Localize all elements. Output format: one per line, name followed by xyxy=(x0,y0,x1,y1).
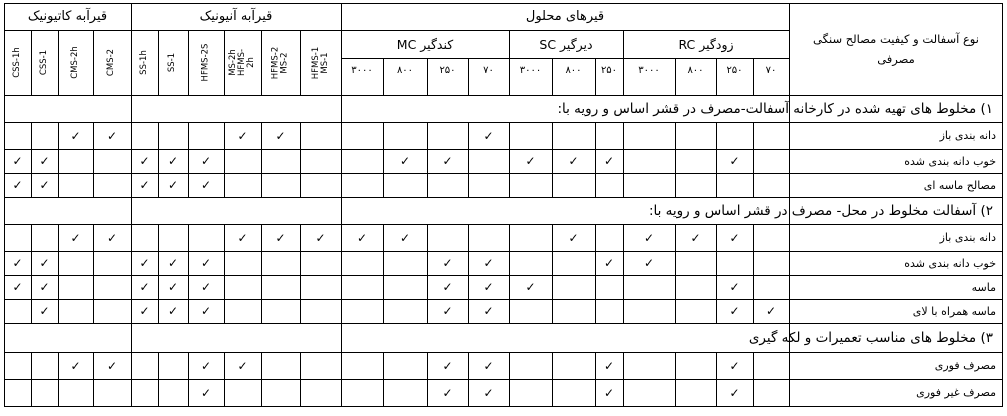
column-divider xyxy=(188,122,189,150)
check-mark: ✓ xyxy=(106,128,118,143)
table-border-top xyxy=(4,3,1003,4)
check-mark: ✓ xyxy=(442,304,453,318)
check-mark: ✓ xyxy=(12,256,23,270)
column-divider xyxy=(595,122,596,150)
column-divider xyxy=(595,173,596,198)
column-divider xyxy=(383,352,384,380)
check-mark: ✓ xyxy=(568,154,579,168)
column-divider xyxy=(623,149,624,174)
check-mark: ✓ xyxy=(139,178,150,192)
column-header-6 xyxy=(158,30,188,95)
column-divider xyxy=(31,352,32,380)
check-mark: ✓ xyxy=(275,128,286,143)
column-divider xyxy=(509,251,510,276)
check-mark: ✓ xyxy=(483,128,494,143)
check-mark: ✓ xyxy=(139,154,150,168)
column-divider xyxy=(753,122,754,150)
column-header-7 xyxy=(188,30,224,95)
column-divider xyxy=(675,173,676,198)
table-border-right xyxy=(1002,3,1003,407)
check-mark: ✓ xyxy=(399,230,411,245)
column-header-label: SS-1h xyxy=(139,50,149,75)
column-divider xyxy=(509,122,510,150)
column-divider xyxy=(509,379,510,407)
column-divider xyxy=(300,352,301,380)
column-divider xyxy=(509,173,510,198)
column-divider xyxy=(224,149,225,174)
section-title-3: ۳) مخلوط های مناسب تعمیرات و لکه گیری xyxy=(748,329,993,346)
type-column-header: نوع آسفالت و کیفیت مصالح سنگی مصرفی xyxy=(813,32,979,66)
check-mark: ✓ xyxy=(200,385,212,400)
column-divider xyxy=(383,379,384,407)
column-divider xyxy=(93,275,94,300)
check-mark: ✓ xyxy=(39,280,50,294)
column-header-2 xyxy=(31,30,58,95)
check-mark: ✓ xyxy=(525,280,536,294)
column-divider xyxy=(552,379,553,407)
column-divider xyxy=(383,173,384,198)
row-label: ماسه همراه با لای xyxy=(912,304,996,318)
column-divider xyxy=(675,379,676,407)
column-divider xyxy=(675,122,676,150)
check-mark: ✓ xyxy=(39,256,50,270)
column-divider xyxy=(753,173,754,198)
column-divider xyxy=(595,275,596,300)
column-divider xyxy=(675,275,676,300)
column-divider xyxy=(753,275,754,300)
grade-label: ۳۰۰۰ xyxy=(638,64,660,76)
section-title-1: ۱) مخلوط های تهیه شده در کارخانه آسفالت-مصرف در قشر اساس و رویه با: xyxy=(557,100,993,117)
check-mark: ✓ xyxy=(200,154,212,168)
check-mark: ✓ xyxy=(70,358,81,373)
column-divider xyxy=(31,122,32,150)
check-mark: ✓ xyxy=(200,304,212,318)
column-divider xyxy=(623,379,624,407)
check-mark: ✓ xyxy=(237,128,248,143)
check-mark: ✓ xyxy=(167,154,179,168)
check-mark: ✓ xyxy=(483,358,494,373)
column-divider xyxy=(552,173,553,198)
column-divider xyxy=(261,379,262,407)
check-mark: ✓ xyxy=(70,128,81,143)
column-divider xyxy=(675,299,676,324)
cutback-group-header: قیرهای محلول xyxy=(525,9,605,24)
column-divider xyxy=(623,275,624,300)
column-divider xyxy=(93,149,94,174)
grade-label: ۲۵۰ xyxy=(600,64,618,76)
column-divider xyxy=(300,149,301,174)
column-divider xyxy=(623,299,624,324)
column-divider xyxy=(224,299,225,324)
column-divider xyxy=(224,173,225,198)
column-divider xyxy=(383,122,384,150)
column-header-10 xyxy=(300,30,341,95)
column-divider xyxy=(300,122,301,150)
column-divider xyxy=(552,275,553,300)
column-divider xyxy=(753,251,754,276)
check-mark: ✓ xyxy=(729,280,740,294)
check-mark: ✓ xyxy=(200,256,212,270)
column-divider xyxy=(552,299,553,324)
check-mark: ✓ xyxy=(167,280,179,294)
column-divider xyxy=(93,173,94,198)
column-divider xyxy=(468,173,469,198)
grade-label: ۲۵۰ xyxy=(439,64,456,76)
check-mark: ✓ xyxy=(483,385,494,400)
check-mark: ✓ xyxy=(442,280,453,294)
check-mark: ✓ xyxy=(643,256,655,270)
column-divider xyxy=(716,251,717,276)
column-divider xyxy=(58,149,59,174)
check-mark: ✓ xyxy=(315,230,326,245)
grade-label: ۷۰ xyxy=(765,64,777,76)
column-divider xyxy=(261,299,262,324)
column-divider xyxy=(427,173,428,198)
check-mark: ✓ xyxy=(200,178,212,192)
check-mark: ✓ xyxy=(483,304,494,318)
column-header-5 xyxy=(131,30,158,95)
check-mark: ✓ xyxy=(237,230,248,245)
check-mark: ✓ xyxy=(729,358,740,373)
column-divider xyxy=(383,251,384,276)
column-divider xyxy=(753,379,754,407)
check-mark: ✓ xyxy=(442,154,453,168)
column-divider xyxy=(224,275,225,300)
check-mark: ✓ xyxy=(603,154,615,168)
check-mark: ✓ xyxy=(643,230,655,245)
check-mark: ✓ xyxy=(39,304,50,318)
check-mark: ✓ xyxy=(106,230,118,245)
column-divider xyxy=(675,149,676,174)
column-divider xyxy=(261,275,262,300)
column-divider xyxy=(383,299,384,324)
grade-label: ۸۰۰ xyxy=(396,64,414,76)
column-header-label: CMS-2 xyxy=(106,48,117,77)
sc-header: دیرگیر SC xyxy=(539,36,593,52)
check-mark: ✓ xyxy=(603,256,615,270)
check-mark: ✓ xyxy=(729,154,740,168)
row-label: مصرف فوری xyxy=(934,359,996,372)
column-divider xyxy=(716,173,717,198)
row-line xyxy=(4,406,1003,407)
column-divider xyxy=(623,173,624,198)
column-divider xyxy=(261,149,262,174)
column-divider xyxy=(31,224,32,252)
column-divider xyxy=(675,251,676,276)
row-label: ماسه xyxy=(971,280,996,294)
column-divider xyxy=(224,251,225,276)
column-divider xyxy=(261,173,262,198)
column-divider xyxy=(158,352,159,380)
column-divider xyxy=(58,173,59,198)
column-divider xyxy=(509,352,510,380)
row-label: مصالح ماسه ای xyxy=(923,178,996,192)
column-header-label: HFMS-1 MS-1 xyxy=(310,46,330,79)
check-mark: ✓ xyxy=(70,230,81,245)
column-divider xyxy=(300,173,301,198)
check-mark: ✓ xyxy=(139,256,150,270)
mc-header: کندگیر MC xyxy=(396,36,454,52)
column-divider xyxy=(595,224,596,252)
column-divider xyxy=(427,224,428,252)
check-mark: ✓ xyxy=(765,304,777,318)
check-mark: ✓ xyxy=(729,304,740,318)
check-mark: ✓ xyxy=(12,280,23,294)
row-label: خوب دانه بندی شده xyxy=(904,256,996,270)
check-mark: ✓ xyxy=(139,304,150,318)
column-header-label: HFMS-2S xyxy=(200,43,211,82)
check-mark: ✓ xyxy=(167,304,179,318)
check-mark: ✓ xyxy=(442,358,453,373)
column-divider xyxy=(261,352,262,380)
check-mark: ✓ xyxy=(729,230,740,245)
check-mark: ✓ xyxy=(442,385,453,400)
column-divider xyxy=(468,224,469,252)
column-header-3 xyxy=(58,30,93,95)
column-divider xyxy=(58,379,59,407)
check-mark: ✓ xyxy=(690,230,701,245)
column-divider xyxy=(595,299,596,324)
column-divider xyxy=(58,299,59,324)
column-divider xyxy=(261,251,262,276)
column-divider xyxy=(509,299,510,324)
grade-label: ۳۰۰۰ xyxy=(351,64,373,76)
column-divider xyxy=(158,379,159,407)
column-divider xyxy=(468,149,469,174)
check-mark: ✓ xyxy=(12,178,23,192)
column-divider xyxy=(427,122,428,150)
column-header-4 xyxy=(93,30,131,95)
column-divider xyxy=(300,251,301,276)
row-label: دانه بندی باز xyxy=(939,129,996,142)
column-divider xyxy=(31,379,32,407)
column-divider xyxy=(93,379,94,407)
column-divider xyxy=(188,224,189,252)
bitumen-selection-table xyxy=(3,3,1003,411)
grade-label: ۸۰۰ xyxy=(565,64,582,76)
check-mark: ✓ xyxy=(275,230,286,245)
column-divider xyxy=(58,251,59,276)
check-mark: ✓ xyxy=(200,280,212,294)
check-mark: ✓ xyxy=(237,358,248,373)
column-header-label: CSS-1h xyxy=(12,47,22,78)
row-label: مصرف غیر فوری xyxy=(916,386,996,399)
column-header-1 xyxy=(4,30,31,95)
check-mark: ✓ xyxy=(200,358,212,373)
check-mark: ✓ xyxy=(139,280,150,294)
column-divider xyxy=(716,122,717,150)
anionic-group-header: قیرآبه آنیونیک xyxy=(199,9,273,24)
column-header-label: SS-1 xyxy=(167,52,178,73)
section-title-2: ۲) آسفالت مخلوط در محل- مصرف در قشر اساس و رویه با: xyxy=(648,202,993,219)
check-mark: ✓ xyxy=(568,230,579,245)
column-divider xyxy=(675,352,676,380)
column-divider xyxy=(623,122,624,150)
column-divider xyxy=(158,224,159,252)
check-mark: ✓ xyxy=(603,358,615,373)
column-divider xyxy=(552,122,553,150)
column-divider xyxy=(224,379,225,407)
column-divider xyxy=(58,275,59,300)
column-header-8 xyxy=(224,30,261,95)
column-divider xyxy=(623,352,624,380)
column-header-label: CMS-2h xyxy=(70,46,80,79)
column-divider xyxy=(552,251,553,276)
column-divider xyxy=(300,299,301,324)
column-divider xyxy=(158,122,159,150)
grade-label: ۳۰۰۰ xyxy=(519,64,542,76)
check-mark: ✓ xyxy=(39,178,50,192)
column-divider xyxy=(93,251,94,276)
check-mark: ✓ xyxy=(356,230,368,245)
check-mark: ✓ xyxy=(729,385,740,400)
column-divider xyxy=(753,352,754,380)
row-label: خوب دانه بندی شده xyxy=(904,154,996,168)
column-header-9 xyxy=(261,30,300,95)
column-divider xyxy=(93,299,94,324)
column-divider xyxy=(552,352,553,380)
check-mark: ✓ xyxy=(483,256,494,270)
check-mark: ✓ xyxy=(12,154,23,168)
check-mark: ✓ xyxy=(525,154,536,168)
check-mark: ✓ xyxy=(39,154,50,168)
column-divider xyxy=(753,149,754,174)
check-mark: ✓ xyxy=(167,178,179,192)
cationic-group-header: قیرآبه کاتیونیک xyxy=(27,9,108,24)
row-label: دانه بندی باز xyxy=(939,231,996,244)
check-mark: ✓ xyxy=(442,256,453,270)
column-divider xyxy=(383,275,384,300)
column-divider xyxy=(753,224,754,252)
check-mark: ✓ xyxy=(399,154,411,168)
rc-header: زودگیر RC xyxy=(678,36,734,52)
header-line xyxy=(341,30,790,31)
column-header-label: CSS-1 xyxy=(38,49,49,76)
column-divider xyxy=(509,224,510,252)
grade-label: ۲۵۰ xyxy=(726,64,743,76)
check-mark: ✓ xyxy=(483,280,494,294)
grade-label: ۷۰ xyxy=(483,64,494,76)
column-header-label: HFMS-2 MS-2 xyxy=(270,46,290,79)
check-mark: ✓ xyxy=(167,256,179,270)
grade-label: ۸۰۰ xyxy=(687,64,704,76)
column-header-label: MS-2h HFMS-2h xyxy=(228,48,256,77)
check-mark: ✓ xyxy=(603,385,615,400)
column-divider xyxy=(300,275,301,300)
column-divider xyxy=(300,379,301,407)
check-mark: ✓ xyxy=(106,358,118,373)
